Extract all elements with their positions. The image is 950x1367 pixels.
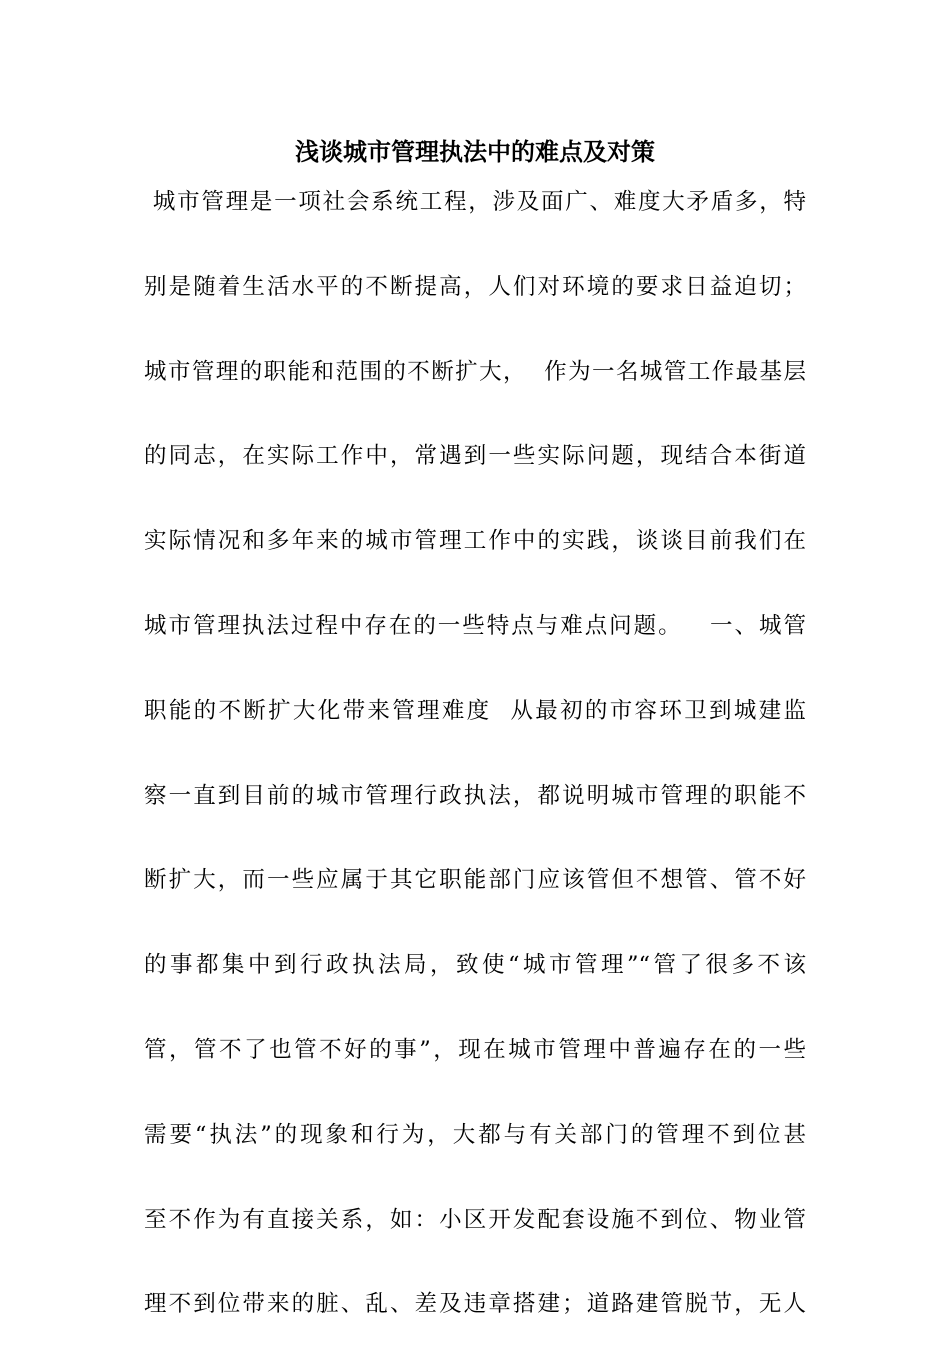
body-line: 管，管不了也管不好的事”，现在城市管理中普遍存在的一些 <box>144 1036 806 1063</box>
body-line: 别是随着生活水平的不断提高，人们对环境的要求日益迫切； <box>144 273 806 300</box>
document-title: 浅谈城市管理执法中的难点及对策 <box>295 137 655 166</box>
body-line: 城市管理是一项社会系统工程，涉及面广、难度大矛盾多，特 <box>144 189 806 215</box>
body-line: 察一直到目前的城市管理行政执法，都说明城市管理的职能不 <box>144 782 806 809</box>
body-line: 实际情况和多年来的城市管理工作中的实践，谈谈目前我们在 <box>144 528 806 555</box>
body-line: 的同志，在实际工作中，常遇到一些实际问题，现结合本街道 <box>144 443 806 470</box>
body-line: 城市管理的职能和范围的不断扩大， 作为一名城管工作最基层 <box>144 358 806 385</box>
body-line: 需要“执法”的现象和行为，大都与有关部门的管理不到位甚 <box>144 1121 806 1148</box>
body-line: 理不到位带来的脏、乱、差及违章搭建；道路建管脱节，无人 <box>144 1291 806 1318</box>
document-body <box>144 180 806 1367</box>
body-line: 至不作为有直接关系，如：小区开发配套设施不到位、物业管 <box>144 1206 806 1233</box>
body-line: 断扩大，而一些应属于其它职能部门应该管但不想管、管不好 <box>144 867 806 894</box>
body-line: 的事都集中到行政执法局，致使“城市管理”“管了很多不该 <box>144 952 806 979</box>
body-line: 职能的不断扩大化带来管理难度 从最初的市容环卫到城建监 <box>144 697 806 724</box>
body-line: 城市管理执法过程中存在的一些特点与难点问题。 一、城管 <box>144 612 806 639</box>
